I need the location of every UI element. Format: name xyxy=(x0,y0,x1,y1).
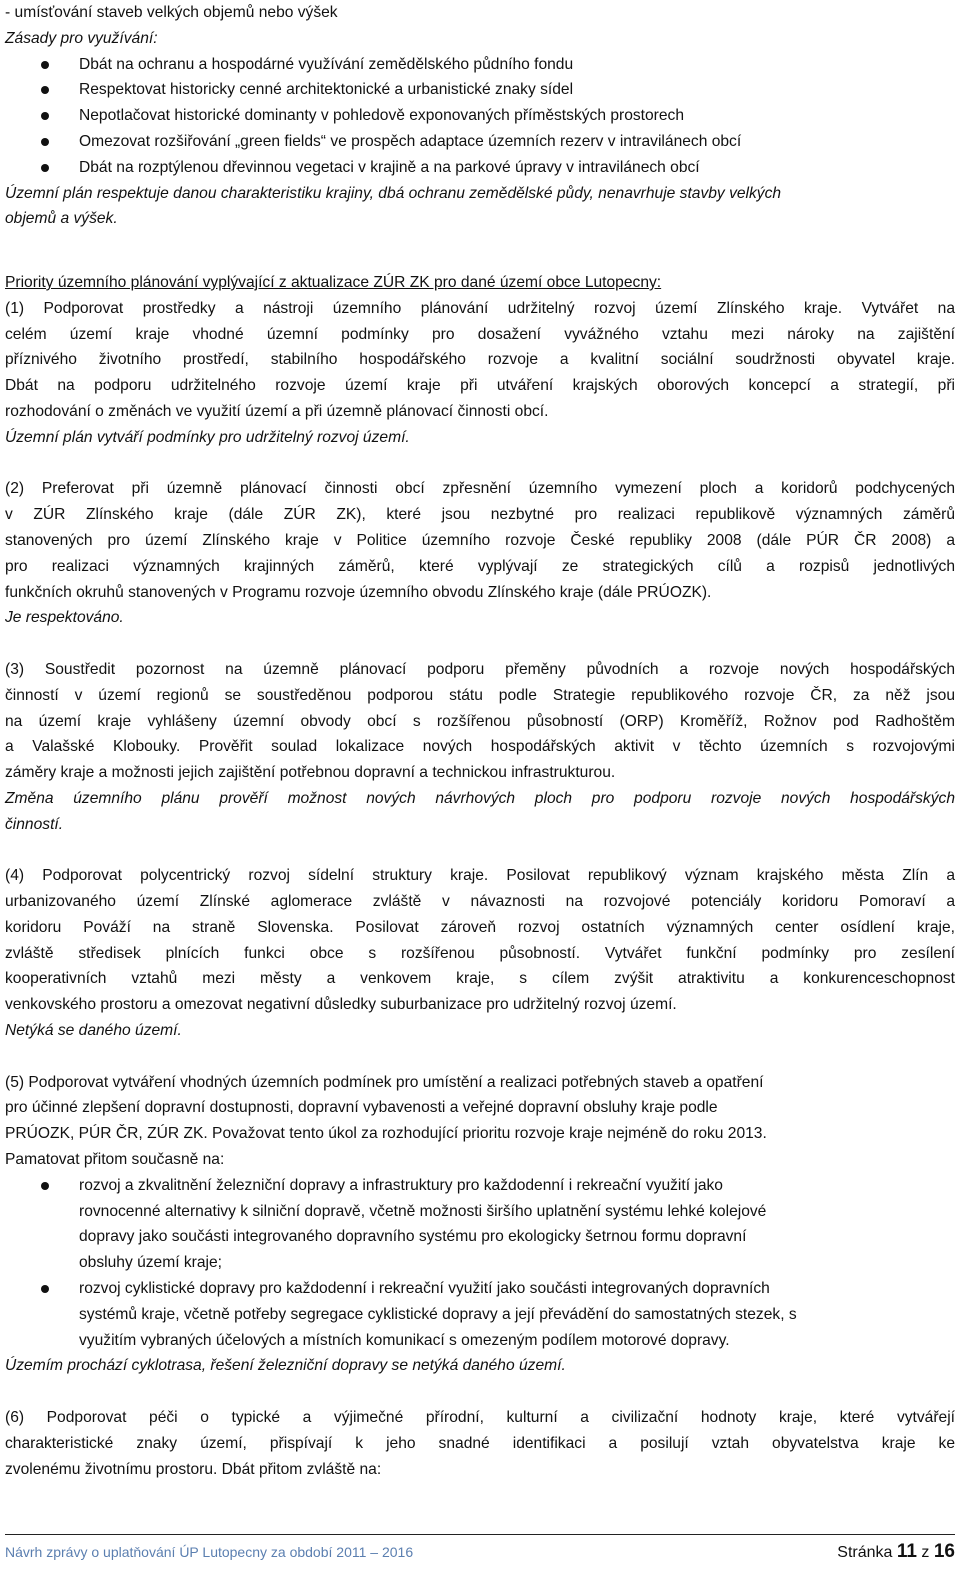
principle-bullet: Dbát na rozptýlenou dřevinnou vegetaci v krajině a na parkové úpravy v intravilánech obcí xyxy=(5,155,955,181)
bullet-dot-icon xyxy=(41,86,49,94)
p3-text: záměry kraje a možnosti jejich zajištění potřebnou dopravní a technickou infrastrukturou. xyxy=(5,764,616,782)
p5-bullet-cont: systémů kraje, včetně potřeby segregace cyklistické dopravy a její převádění do samostatných stezek, s xyxy=(79,1305,797,1323)
page-number: Stránka 11 z 16 xyxy=(837,1541,955,1562)
bullet-dot-icon xyxy=(41,164,49,172)
p6-text: (6) Podporovat péči o typické a výjimečné přírodní, kulturní a civilizační hodnoty kraje, které vytvářejí xyxy=(5,1409,955,1427)
p2-text: funkčních okruhů stanovených v Programu rozvoje územního obvodu Zlínského kraje (dále PRÚOZK). xyxy=(5,583,712,601)
p1-text: příznivého životního prostředí, stabilního hospodářského rozvoje a kvalitní sociální soudržnosti obyvatel kraje. xyxy=(5,351,955,369)
p4-response: Netýká se daného území. xyxy=(5,1022,182,1040)
p6-text: zvolenému životnímu prostoru. Dbát přitom zvláště na: xyxy=(5,1460,382,1478)
priorities-heading: Priority územního plánování vyplývající z aktualizace ZÚR ZK pro dané území obce Lutopecny: xyxy=(5,273,662,291)
p3-response: činností. xyxy=(5,815,64,833)
p4-text: koridoru Pováží na straně Slovenska. Posilovat zároveň rozvoj ostatních významných center osídlení kraje, xyxy=(5,918,955,936)
p2-text: stanovených pro území Zlínského kraje v Politice územního rozvoje České republiky 2008 (dále PÚR ČR 2008) a xyxy=(5,531,955,549)
p5-text: PRÚOZK, PÚR ČR, ZÚR ZK. Považovat tento úkol za rozhodující prioritu rozvoje kraje nejméně do roku 2013. xyxy=(5,1125,767,1143)
p2-text: (2) Preferovat při územně plánovací činnosti obcí zpřesnění územního vymezení ploch a koridorů podchycených xyxy=(5,480,955,498)
intro-conclusion: Územní plán respektuje danou charakteristiku krajiny, dbá ochranu zemědělské půdy, nenavrhuje stavby velkých xyxy=(5,184,782,202)
p1-text: celém území kraje vhodné územní podmínky pro dosažení vyvážného vztahu mezi nároky na zajištění xyxy=(5,325,955,343)
p5-bullet: rozvoj a zkvalitnění železniční dopravy a infrastruktury pro každodenní i rekreační využití jako xyxy=(5,1173,955,1199)
principle-bullet: Respektovat historicky cenné architektonické a urbanistické znaky sídel xyxy=(5,77,955,103)
p5-text: Pamatovat přitom současně na: xyxy=(5,1151,225,1169)
p3-text: činností v území regionů se soustředěnou podporou státu podle Strategie republikového rozvoje ČR, za něž jsou xyxy=(5,686,955,704)
principles-heading: Zásady pro využívání: xyxy=(5,29,158,47)
p1-text: rozhodování o změnách ve využití území a při územně plánovací činnosti obcí. xyxy=(5,402,549,420)
p5-text: (5) Podporovat vytváření vhodných územních podmínek pro umístění a realizaci potřebných staveb a opatření xyxy=(5,1073,764,1091)
page-total: 16 xyxy=(933,1541,955,1562)
principle-bullet: Dbát na ochranu a hospodárné využívání zemědělského půdního fondu xyxy=(5,52,955,78)
p5-text: pro účinné zlepšení dopravní dostupnosti, dopravní vybavenosti a veřejné dopravní obsluhy kraje podle xyxy=(5,1099,718,1117)
p5-bullet-cont: rovnocenné alternativy k silniční dopravě, včetně možnosti širšího uplatnění systému lehké kolejové xyxy=(79,1202,767,1220)
p2-text: v ZÚR Zlínského kraje (dále ZÚR ZK), které jsou nezbytné pro realizaci republikově významných záměrů xyxy=(5,506,955,524)
intro-conclusion: objemů a výšek. xyxy=(5,210,118,228)
p1-text: Dbát na podporu udržitelného rozvoje území kraje při utváření krajských oborových koncepcí a strategií, při xyxy=(5,377,955,395)
principle-bullet: Nepotlačovat historické dominanty v pohledově exponovaných příměstských prostorech xyxy=(5,103,955,129)
p5-bullet-cont: dopravy jako součásti integrovaného dopravního systému pro ekologicky šetrnou formu dopravní xyxy=(79,1228,747,1246)
p6-text: charakteristické znaky území, přispívají k jeho snadné identifikaci a posilují vztah obyvatelstva kraje ke xyxy=(5,1434,955,1452)
bullet-dot-icon xyxy=(41,1182,49,1190)
p5-bullet-cont: využitím vybraných účelových a místních komunikací s omezeným podílem motorové dopravy. xyxy=(79,1331,730,1349)
bullet-dot-icon xyxy=(41,61,49,69)
bullet-dot-icon xyxy=(41,112,49,120)
footer-title: Návrh zprávy o uplatňování ÚP Lutopecny za období 2011 – 2016 xyxy=(5,1544,414,1560)
p1-text: (1) Podporovat prostředky a nástroji územního plánování udržitelný rozvoj území Zlínského kraje. Vytvářet na xyxy=(5,299,955,317)
page-current: 11 xyxy=(896,1541,917,1562)
p1-response: Územní plán vytváří podmínky pro udržitelný rozvoj území. xyxy=(5,428,410,446)
bullet-dot-icon xyxy=(41,1285,49,1293)
p4-text: venkovského prostoru a omezovat negativní důsledky suburbanizace pro udržitelný rozvoj území. xyxy=(5,996,677,1014)
p3-text: na území kraje vyhlášeny územní obvody obcí s rozšířenou působností (ORP) Kroměříž, Rožnov pod Radhoštěm xyxy=(5,712,955,730)
p2-text: pro realizaci významných krajinných záměrů, které vyplývají ze strategických cílů a rozpisů jednotlivých xyxy=(5,557,955,575)
p3-text: (3) Soustředit pozornost na územně plánovací podporu přeměny původních a rozvoje nových hospodářských xyxy=(5,660,955,678)
p5-bullet: rozvoj cyklistické dopravy pro každodenní i rekreační využití jako součásti integrovaných dopravních xyxy=(5,1276,955,1302)
p4-text: urbanizovaného území Zlínské aglomerace zvláště v návaznosti na rozvojové potenciály koridoru Pomoraví a xyxy=(5,893,955,911)
p4-text: (4) Podporovat polycentrický rozvoj sídelní struktury kraje. Posilovat republikový význam krajského města Zlín a xyxy=(5,867,955,885)
p5-response: Územím prochází cyklotrasa, řešení železniční dopravy se netýká daného území. xyxy=(5,1357,566,1375)
bullet-dot-icon xyxy=(41,138,49,146)
p4-text: zvláště středisek plnících funkci obce s rozšířenou působností. Vytvářet funkční podmínky pro zesílení xyxy=(5,944,955,962)
principle-bullet: Omezovat rozšiřování „green fields“ ve prospěch adaptace územních rezerv v intravilánech obcí xyxy=(5,129,955,155)
p5-bullet-cont: obsluhy území kraje; xyxy=(79,1254,223,1272)
page-footer xyxy=(5,1534,955,1563)
intro-line: - umísťování staveb velkých objemů nebo výšek xyxy=(5,4,338,21)
p3-response: Změna územního plánu prověří možnost nových návrhových ploch pro podporu rozvoje nových hospodářských xyxy=(5,789,955,807)
document-page xyxy=(5,0,955,1482)
p2-response: Je respektováno. xyxy=(5,609,124,627)
p4-text: kooperativních vztahů mezi městy a venkovem kraje, s cílem zvýšit atraktivitu a konkurenceschopnost xyxy=(5,970,955,988)
p3-text: a Valašské Klobouky. Prověřit soulad lokalizace nových hospodářských aktivit v těchto územních s rozvojovými xyxy=(5,738,955,756)
